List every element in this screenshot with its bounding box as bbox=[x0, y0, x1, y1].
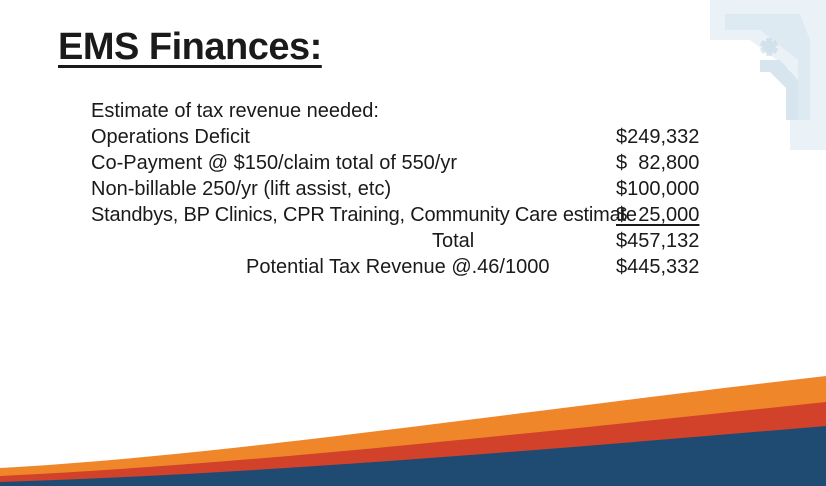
page-title: EMS Finances: bbox=[58, 26, 322, 68]
row-label-standbys: Standbys, BP Clinics, CPR Training, Community Care estimate bbox=[91, 204, 637, 226]
row-label-operations-deficit: Operations Deficit bbox=[91, 126, 250, 148]
footer-wave-decoration bbox=[0, 376, 826, 486]
potential-tax-revenue-amount: $445,332 bbox=[616, 256, 700, 278]
row-amount-standbys: $ 25,000 bbox=[616, 204, 700, 226]
total-label: Total bbox=[432, 230, 475, 252]
intro-text: Estimate of tax revenue needed: bbox=[91, 100, 379, 122]
row-amount-operations-deficit: $249,332 bbox=[616, 126, 700, 148]
row-amount-co-payment: $ 82,800 bbox=[616, 152, 700, 174]
total-amount: $457,132 bbox=[616, 230, 700, 252]
row-label-co-payment: Co-Payment @ $150/claim total of 550/yr bbox=[91, 152, 458, 174]
row-amount-non-billable: $100,000 bbox=[616, 178, 700, 200]
potential-tax-revenue-label: Potential Tax Revenue @.46/1000 bbox=[246, 256, 550, 278]
row-label-non-billable: Non-billable 250/yr (lift assist, etc) bbox=[91, 178, 392, 200]
